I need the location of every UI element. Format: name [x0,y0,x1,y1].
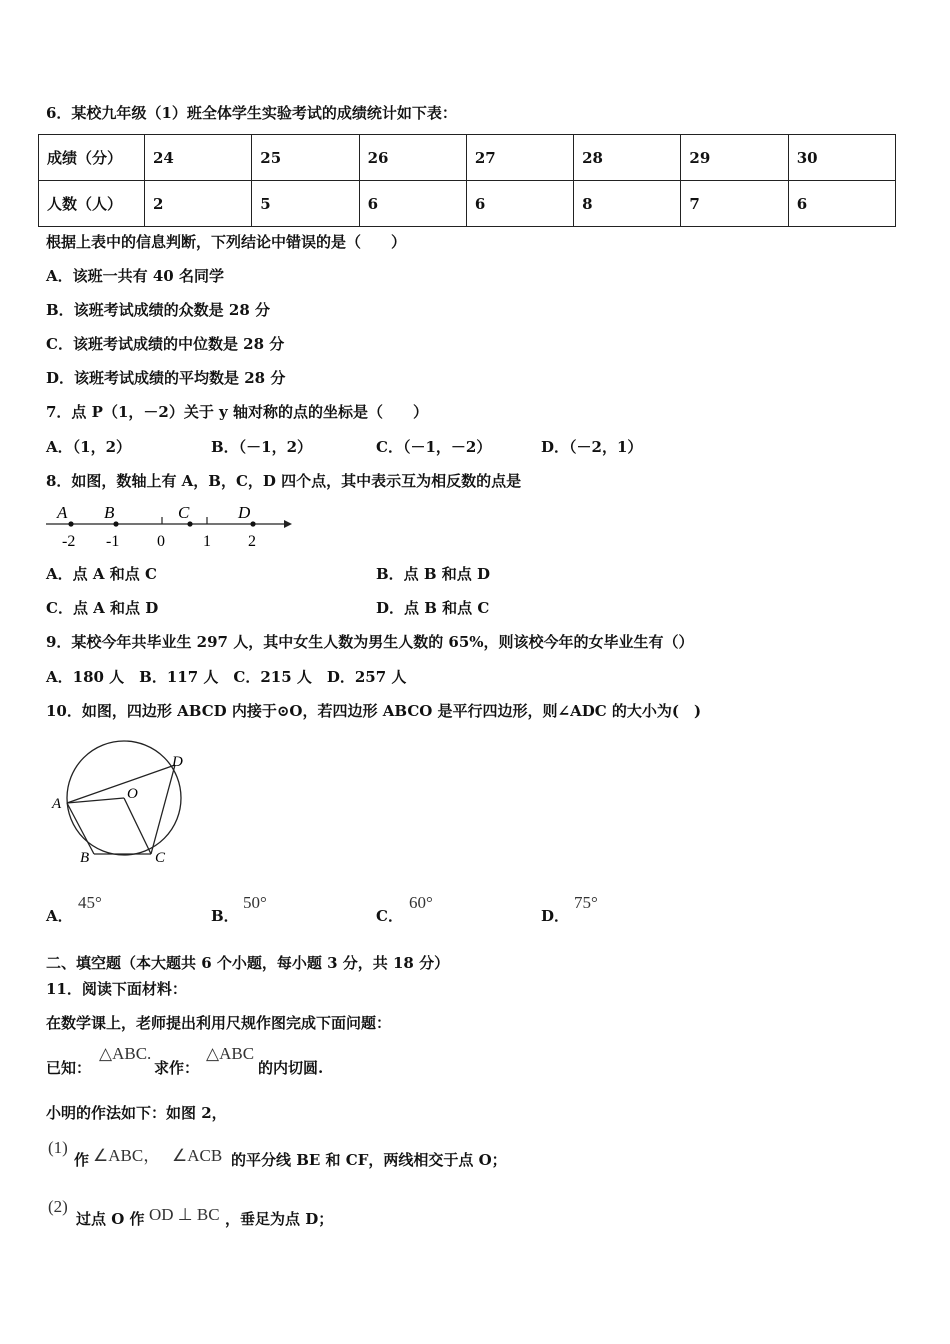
point-c-dot [187,521,192,526]
q8-stem: 8．如图，数轴上有 A，B，C，D 四个点，其中表示互为相反数的点是 [46,472,522,490]
q10-option-a-value: 45° [78,893,102,912]
q10-option-c-letter: C． [376,907,403,925]
table-cell: 7 [681,181,788,227]
table-cell: 5 [252,181,359,227]
section-heading: 二、填空题（本大题共 6 个小题，每小题 3 分，共 18 分） [46,954,450,972]
point-d-dot [250,521,255,526]
q11-step1-text: 的平分线 BE 和 CF，两线相交于点 O； [231,1151,507,1169]
q11-method: 小明的作法如下：如图 2， [46,1104,227,1122]
q11-step2-number: (2) [48,1197,68,1216]
q11-step1-angle-abc: ∠ABC， [93,1146,161,1165]
table-cell: 26 [359,135,466,181]
q11-step1-angle-acb: ∠ACB [172,1146,223,1165]
table-cell: 6 [788,181,895,227]
q10-option-b-letter: B． [211,907,239,925]
q11-make-tail: 的内切圆. [258,1059,324,1077]
q6-option-b: B．该班考试成绩的众数是 28 分 [46,301,270,319]
table-header-cell: 成绩（分） [39,135,145,181]
table-row [39,181,896,227]
tick-label: 1 [203,533,211,550]
point-a-dot [68,521,73,526]
q11-step2-text: ，垂足为点 D； [225,1210,334,1228]
vertex-label-a: A [52,796,62,812]
table-cell: 6 [359,181,466,227]
table-cell: 2 [145,181,252,227]
number-line-figure [42,502,292,552]
q11-make-label: 求作： [154,1059,200,1077]
q6-option-a: A．该班一共有 40 名同学 [46,267,224,285]
table-cell: 24 [145,135,252,181]
point-label-a: A [57,503,68,522]
segment-ab [67,803,94,854]
q7-option-d: D．（－2，1） [541,438,643,456]
table-cell: 30 [788,135,895,181]
q11-stem: 11．阅读下面材料： [46,980,187,998]
table-cell: 8 [574,181,681,227]
q6-option-c: C．该班考试成绩的中位数是 28 分 [46,335,285,353]
q11-make-math: △ABC [206,1044,255,1063]
q7-option-b: B．（－1，2） [211,438,313,456]
table-cell: 29 [681,135,788,181]
q7-stem: 7．点 P（1，－2）关于 y 轴对称的点的坐标是（ ） [46,403,428,421]
center-label-o: O [127,786,138,802]
point-b-dot [113,521,118,526]
q6-option-d: D．该班考试成绩的平均数是 28 分 [46,369,286,387]
tick-label: 2 [248,533,256,550]
q8-option-b: B．点 B 和点 D [376,565,491,583]
q11-step1-prefix: 作 [74,1151,90,1169]
tick-label: -2 [62,533,76,550]
q7-option-a: A．（1，2） [46,438,132,456]
q10-option-a-letter: A． [46,907,73,925]
vertex-label-c: C [155,850,166,866]
q8-option-a: A．点 A 和点 C [46,565,157,583]
tick-label: 0 [157,533,165,550]
q11-step2-math: OD ⊥ BC [149,1205,220,1224]
segment-oc [124,798,151,854]
q6-stem: 6．某校九年级（1）班全体学生实验考试的成绩统计如下表： [46,104,457,122]
q10-option-c-value: 60° [409,893,433,912]
q10-option-b-value: 50° [243,893,267,912]
score-table [38,134,896,227]
arrow-head-icon [284,520,292,528]
q10-option-d-letter: D． [541,907,570,925]
q11-step2-prefix: 过点 O 作 [76,1210,145,1228]
table-row [39,135,896,181]
q9-options: A．180 人 B．117 人 C．215 人 D．257 人 [46,668,407,686]
q11-step1-number: (1) [48,1138,68,1157]
table-cell: 27 [466,135,573,181]
tick-label: -1 [106,533,120,550]
q11-known-math: △ABC. [99,1044,152,1063]
vertex-label-d: D [172,754,183,770]
segment-ad [67,765,175,803]
table-header-cell: 人数（人） [39,181,145,227]
point-label-b: B [104,503,115,522]
q10-stem: 10．如图，四边形 ABCD 内接于⊙O，若四边形 ABCO 是平行四边形，则∠ADC 的大小为( ) [46,702,702,720]
point-label-d: D [238,503,251,522]
q11-known-label: 已知： [46,1059,92,1077]
circle-figure [48,738,198,868]
q8-option-c: C．点 A 和点 D [46,599,159,617]
q9-stem: 9．某校今年共毕业生 297 人，其中女生人数为男生人数的 65%，则该校今年的女毕业生有（） [46,633,694,651]
table-cell: 25 [252,135,359,181]
vertex-label-b: B [80,850,90,866]
q7-option-c: C．（－1，－2） [376,438,492,456]
table-cell: 28 [574,135,681,181]
table-cell: 6 [466,181,573,227]
q8-option-d: D．点 B 和点 C [376,599,490,617]
segment-cd [151,765,175,854]
q6-prompt: 根据上表中的信息判断，下列结论中错误的是（ ） [46,233,407,251]
q11-intro: 在数学课上，老师提出利用尺规作图完成下面问题： [46,1014,392,1032]
point-label-c: C [178,503,190,522]
q10-option-d-value: 75° [574,893,598,912]
